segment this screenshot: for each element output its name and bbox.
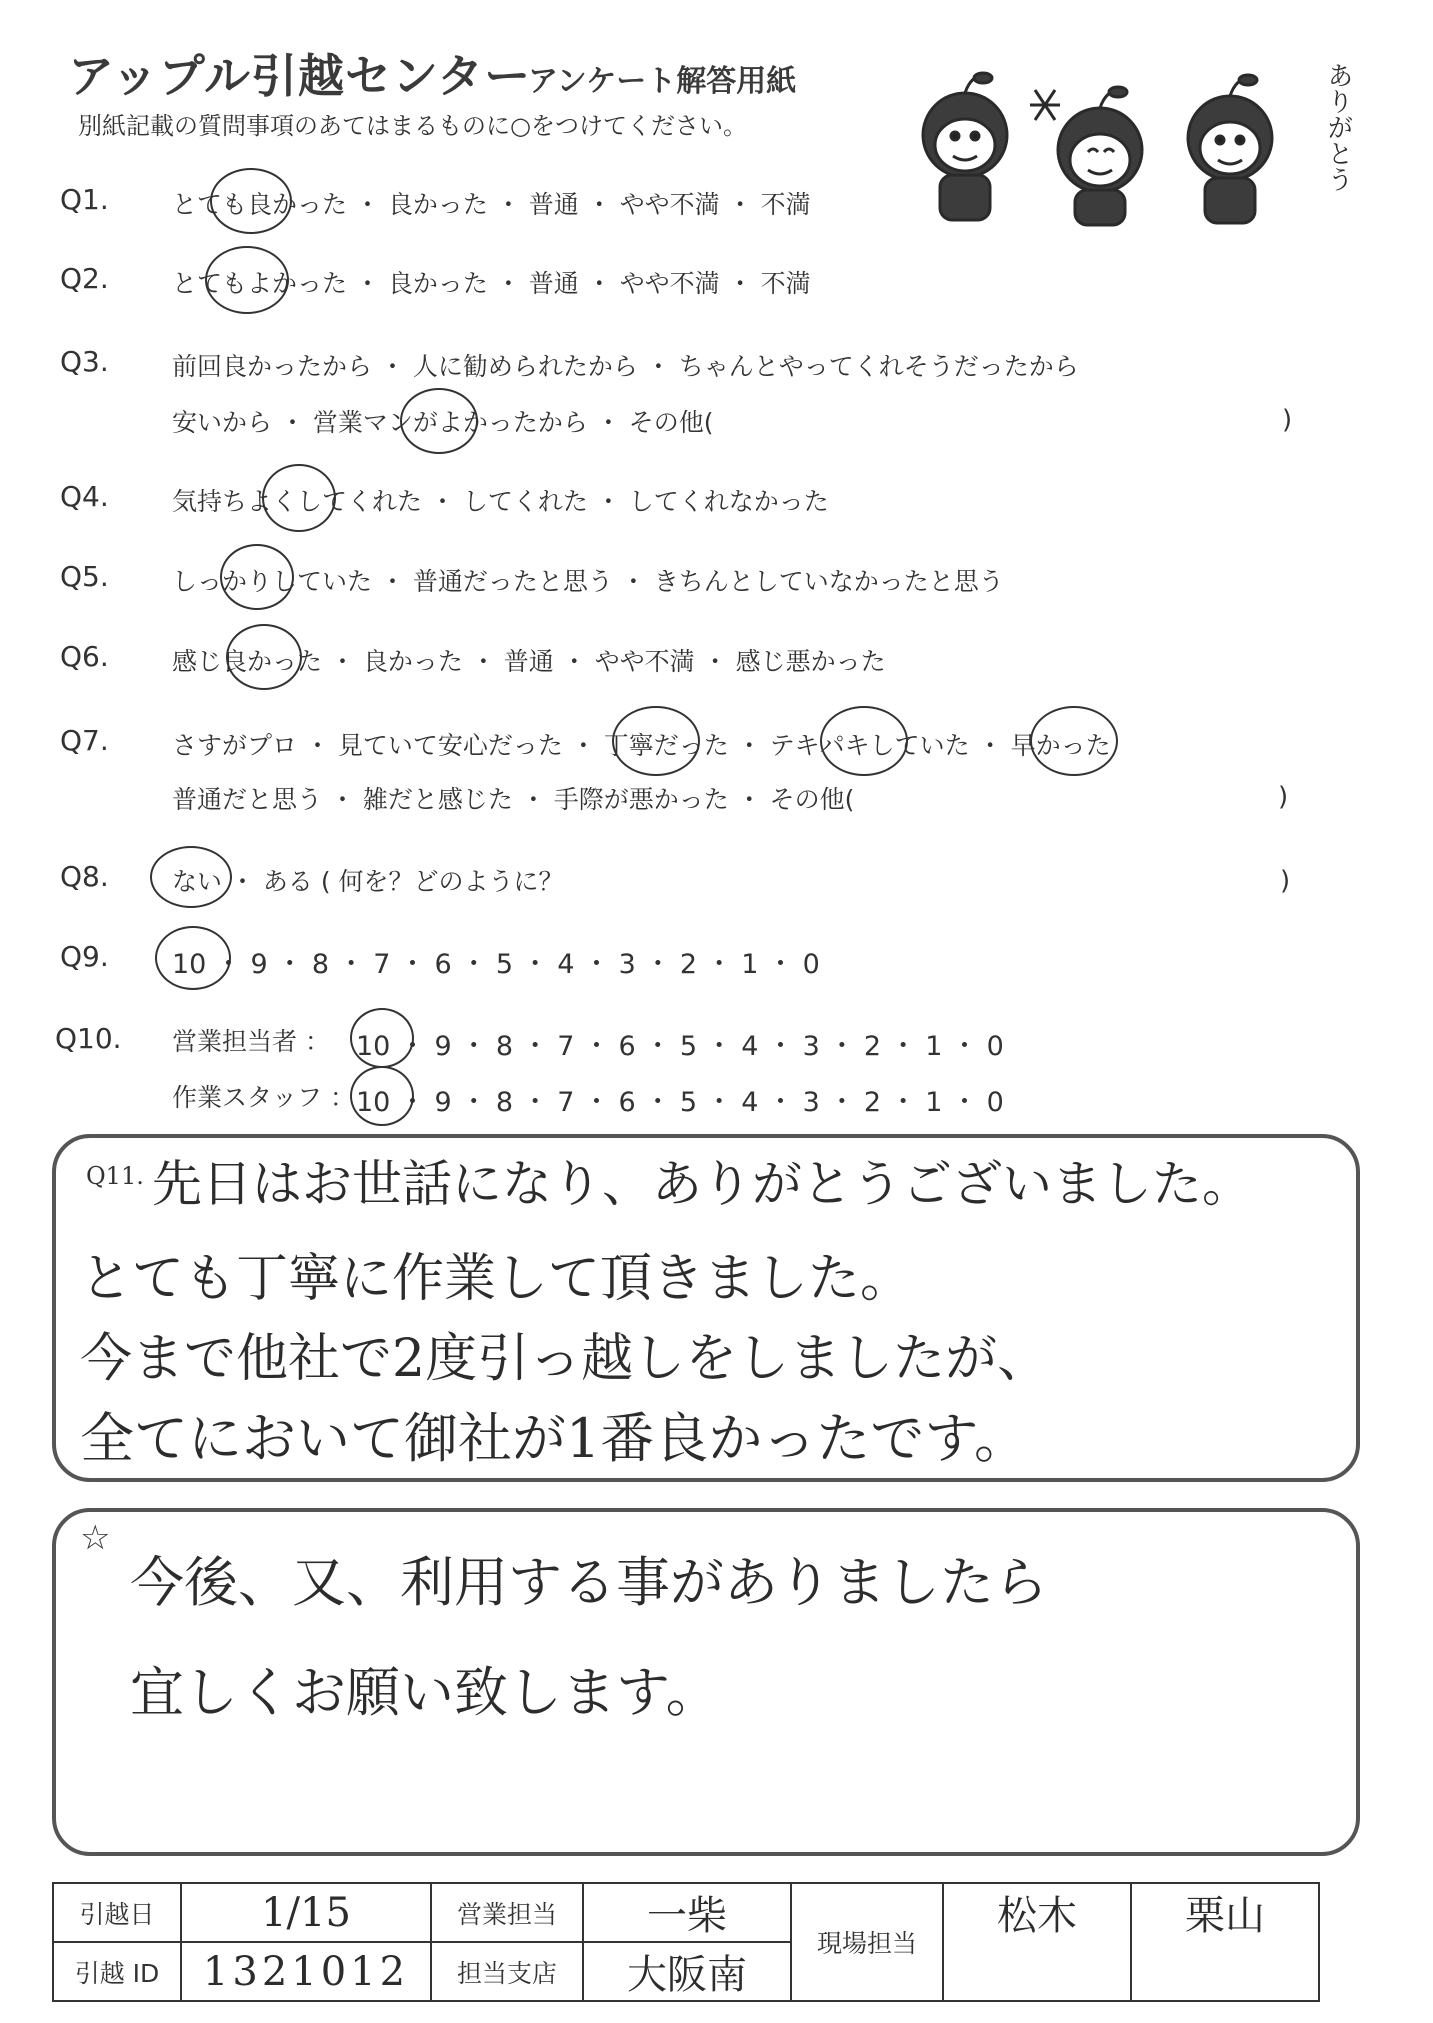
q6-selection-circle <box>226 624 302 690</box>
q10-sales-label: 営業担当者 ： <box>172 1027 330 1056</box>
q3-selection-circle <box>400 388 478 454</box>
q11-label: Q11. <box>86 1162 144 1190</box>
mascot-thanks-text: ありがとう <box>1323 62 1353 192</box>
q4-label: Q4. <box>60 480 109 513</box>
move-date-label: 引越日 <box>53 1883 181 1942</box>
q8-paren-close: ) <box>1280 866 1291 896</box>
q7-selection-circle-3 <box>1030 706 1118 776</box>
q2-selection-circle <box>205 246 289 314</box>
q8-selection-circle <box>150 846 232 908</box>
q3-options: 前回良かったから ・ 人に勧められたから ・ ちゃんとやってくれそうだったから <box>172 352 1079 381</box>
q7-paren-close: ) <box>1278 782 1289 812</box>
q9-options: 10 ・ 9 ・ 8 ・ 7 ・ 6 ・ 5 ・ 4 ・ 3 ・ 2 ・ 1 ・ 0 <box>172 949 820 980</box>
monkey-right-icon <box>1188 75 1272 223</box>
q7-options-line2: 普通だと思う ・ 雑だと感じた ・ 手際が悪かった ・ その他( <box>172 785 855 814</box>
q10-label: Q10. <box>55 1022 122 1055</box>
q5-label: Q5. <box>60 560 109 593</box>
q9-label: Q9. <box>60 940 109 973</box>
sales-rep-value: 一柴 <box>583 1883 791 1942</box>
q8-options: ない ・ ある ( 何を？どのように？ <box>172 867 564 896</box>
q2-options: とてもよかった ・ 良かった ・ 普通 ・ やや不満 ・ 不満 <box>172 269 811 298</box>
monkey-middle-icon <box>1030 87 1142 225</box>
comment-line-6: 宜しくお願い致します。 <box>130 1661 720 1724</box>
q7-label: Q7. <box>60 724 109 757</box>
site-rep-value-2: 栗山 <box>1131 1883 1319 2001</box>
comment-line-3: 今まで他社で2度引っ越しをしましたが、 <box>80 1329 1050 1389</box>
q4-options: 気持ちよくしてくれた ・ してくれた ・ してくれなかった <box>172 487 829 516</box>
move-date-value: 1/15 <box>181 1883 431 1942</box>
q5-selection-circle <box>220 544 294 610</box>
monkey-left-icon <box>923 73 1007 220</box>
q3-label: Q3. <box>60 345 109 378</box>
q2-label: Q2. <box>60 262 109 295</box>
q10-staff-options: 10 ・ 9 ・ 8 ・ 7 ・ 6 ・ 5 ・ 4 ・ 3 ・ 2 ・ 1 ・ 0 <box>356 1087 1004 1118</box>
q3-paren-close: ) <box>1282 405 1293 435</box>
q7-options: さすがプロ ・ 見ていて安心だった ・ 丁寧だった ・ テキパキしていた ・ 早かった <box>172 731 1111 760</box>
q10-staff-selection-circle <box>350 1066 414 1126</box>
q8-label: Q8. <box>60 860 109 893</box>
q4-selection-circle <box>262 464 336 532</box>
q10-sales-selection-circle <box>350 1008 414 1068</box>
q1-selection-circle <box>210 168 292 234</box>
site-rep-label: 現場担当 <box>791 1883 943 2001</box>
branch-value: 大阪南 <box>583 1942 791 2001</box>
q7-selection-circle-1 <box>612 706 700 776</box>
move-id-value: 1321012 <box>181 1942 431 2001</box>
q10-staff-label: 作業スタッフ ： <box>172 1083 355 1112</box>
q1-label: Q1. <box>60 183 109 216</box>
q6-options: 感じ良かった ・ 良かった ・ 普通 ・ やや不満 ・ 感じ悪かった <box>172 647 886 676</box>
star-icon: ☆ <box>80 1518 111 1558</box>
move-id-label: 引越 ID <box>53 1942 181 2001</box>
form-subtitle: アンケート解答用紙 <box>528 64 797 99</box>
q10-sales-options: 10 ・ 9 ・ 8 ・ 7 ・ 6 ・ 5 ・ 4 ・ 3 ・ 2 ・ 1 ・ 0 <box>356 1031 1004 1062</box>
comment-line-4: 全てにおいて御社が1番良かったです。 <box>80 1407 1029 1470</box>
q5-options: しっかりしていた ・ 普通だったと思う ・ きちんとしていなかったと思う <box>172 567 1004 596</box>
comment-line-5: 今後、又、利用する事がありましたら <box>130 1551 1048 1614</box>
instruction-text: 別紙記載の質問事項のあてはまるものに○をつけてください。 <box>78 112 747 140</box>
q7-selection-circle-2 <box>820 706 908 776</box>
sales-rep-label: 営業担当 <box>431 1883 583 1942</box>
move-info-table <box>52 1882 1320 2002</box>
branch-label: 担当支店 <box>431 1942 583 2001</box>
q1-options: とても良かった ・ 良かった ・ 普通 ・ やや不満 ・ 不満 <box>172 190 811 219</box>
comment-line-2: とても丁寧に作業して頂きました。 <box>80 1249 913 1309</box>
form-title: アップル引越センター <box>68 49 532 103</box>
q9-selection-circle <box>155 926 231 990</box>
q6-label: Q6. <box>60 640 109 673</box>
site-rep-value-1: 松木 <box>943 1883 1131 2001</box>
monkey-mascot-illustration <box>895 50 1355 230</box>
comment-line-1: 先日はお世話になり、ありがとうございました。 <box>152 1155 1252 1213</box>
q3-options-line2: 安いから ・ 営業マンがよかったから ・ その他( <box>172 408 714 437</box>
